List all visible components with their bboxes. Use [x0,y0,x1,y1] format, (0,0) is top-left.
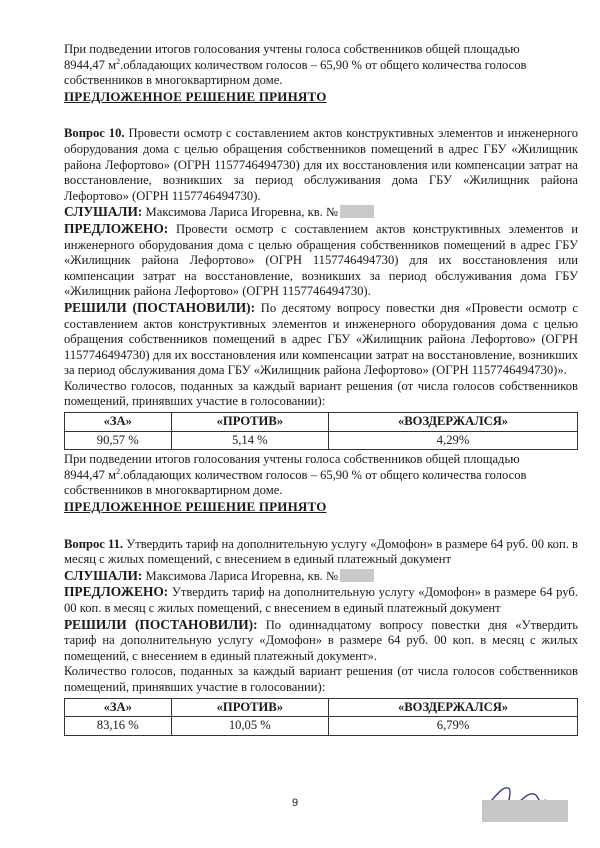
question-10-label: Вопрос 10. [64,126,125,141]
q10-votes-table [64,412,578,450]
page-content [64,42,578,738]
page-number: 9 [292,797,299,809]
value-against: 10,05 % [171,717,329,736]
header-abstain: «ВОЗДЕРЖАЛСЯ» [329,413,578,432]
question-11-label: Вопрос 11. [64,536,124,551]
header-abstain: «ВОЗДЕРЖАЛСЯ» [329,698,578,717]
value-abstain: 4,29% [329,431,578,450]
redacted-apartment [340,569,374,582]
value-against: 5,14 % [171,431,329,450]
redacted-signature [482,800,568,822]
q11-proposed: ПРЕДЛОЖЕНО: Утвердить тариф на дополнительную услугу «Домофон» в размере 64 руб. 00 коп. в месяц с жилых помещений, с внесением в единый платежный документ [64,584,578,615]
table-row [65,431,578,450]
value-for: 90,57 % [65,431,172,450]
table-header-row [65,413,578,432]
q10-proposed: ПРЕДЛОЖЕНО: Провести осмотр с составлением актов конструктивных элементов и инженерного оборудования дома с целью обращения собственников помещений в адрес ГБУ «Жилищник района Лефортово» (ОГРН 1157746494730) для их восстановления или компенсации затрат на восстановление, возникших за период обслуживания дома ГБУ «Жилищник района Лефортово» (ОГРН 1157746494730). [64,220,578,299]
q11-votes-table [64,698,578,736]
value-for: 83,16 % [65,717,172,736]
header-against: «ПРОТИВ» [171,698,329,717]
q10-heard: СЛУШАЛИ: Максимова Лариса Игоревна, кв. № [64,204,578,221]
table-header-row [65,698,578,717]
question-11-text: Утвердить тариф на дополнительную услугу «Домофон» в размере 64 руб. 00 коп. в месяц с жилых помещений, с внесением в единый платежный документ [64,536,578,567]
redacted-apartment [340,205,374,218]
header-against: «ПРОТИВ» [171,413,329,432]
question-10-text: Провести осмотр с составлением актов конструктивных элементов и инженерного оборудования дома с целью обращения собственников помещений в адрес ГБУ «Жилищник района Лефортово» (ОГРН 1157746494730) для их восстановления или компенсации затрат на восстановление, возникших за период обслуживания дома ГБУ «Жилищник района Лефортово» (ОГРН 1157746494730). [64,126,578,203]
header-for: «ЗА» [65,698,172,717]
top-result-text: При подведении итогов голосования учтены голоса собственников общей площадью 8944,47 $м^2.обладающих$ количеством голосов – 65,90 % от общего количества голосов собственников в многоквартирном доме. [64,42,527,88]
header-for: «ЗА» [65,413,172,432]
q10-accepted-heading: ПРЕДЛОЖЕННОЕ РЕШЕНИЕ ПРИНЯТО [64,499,327,515]
q11-count-text: Количество голосов, поданных за каждый вариант решения (от числа голосов собственников помещений, принявших участие в голосовании): [64,664,578,694]
table-row [65,717,578,736]
value-abstain: 6,79% [329,717,578,736]
q11-decided: РЕШИЛИ (ПОСТАНОВИЛИ): По одиннадцатому вопросу повестки дня «Утвердить тариф на дополнительную услугу «Домофон» в размере 64 руб. 00 коп. в месяц с жилых помещений, с внесением в единый платежный документ». [64,616,578,663]
q11-heard: СЛУШАЛИ: Максимова Лариса Игоревна, кв. № [64,568,578,585]
question-11 [64,537,578,568]
q10-result-text: При подведении итогов голосования учтены голоса собственников общей площадью 8944,47 $м^2.обладающих$ количеством голосов – 65,90 % от общего количества голосов собственников в многоквартирном доме. [64,452,527,498]
top-accepted-heading: ПРЕДЛОЖЕННОЕ РЕШЕНИЕ ПРИНЯТО [64,88,327,104]
question-10 [64,126,578,204]
q10-decided: РЕШИЛИ (ПОСТАНОВИЛИ): По десятому вопросу повестки дня «Провести осмотр с составлением актов конструктивных элементов и инженерного оборудования дома с целью обращения собственников помещений в адрес ГБУ «Жилищник района Лефортово» (ОГРН 1157746494730) для их восстановления или компенсации затрат на восстановление, возникших за период обслуживания дома ГБУ «Жилищник района Лефортово» (ОГРН 1157746494730)». [64,299,578,378]
q10-count-text: Количество голосов, поданных за каждый вариант решения (от числа голосов собственников помещений, принявших участие в голосовании): [64,378,578,409]
